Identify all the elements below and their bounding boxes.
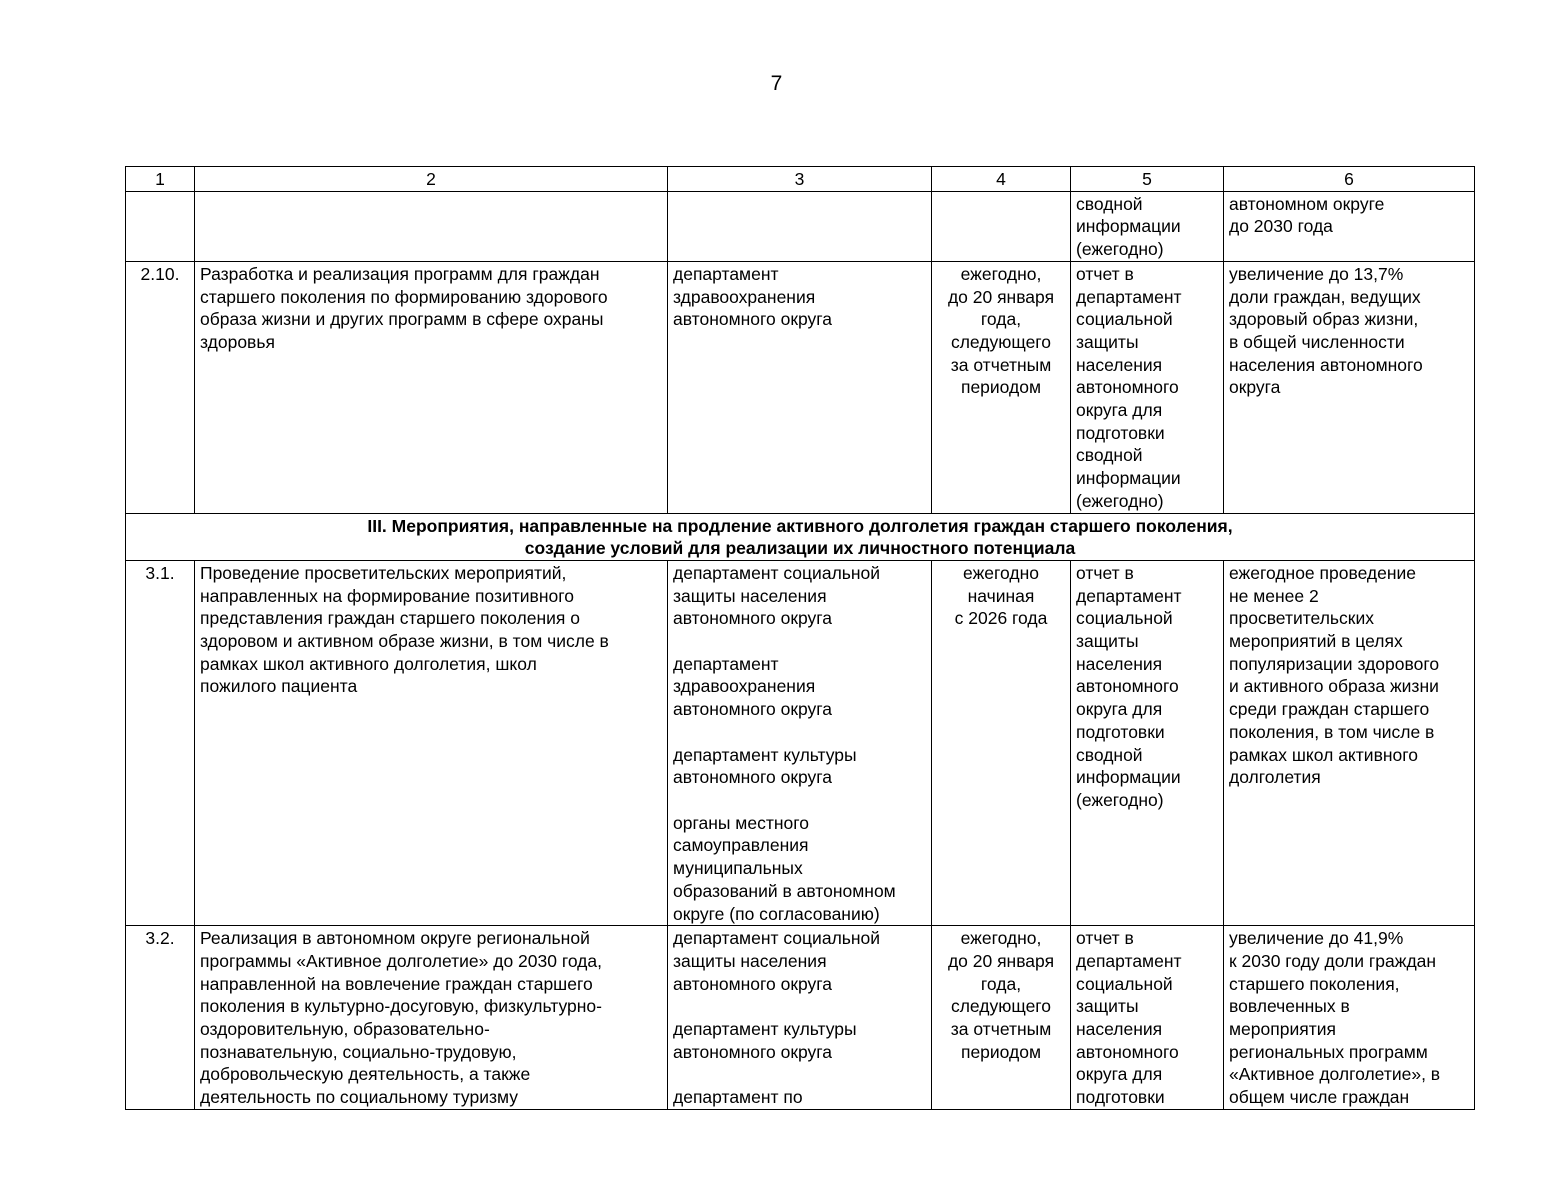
cell-responsible: департамент социальной защиты населения автономного округа департамент здравоохранения автономного округа департамент культуры автономного округа органы местного самоуправления муниципальных образований в автономном округе (по согласованию)	[668, 560, 932, 925]
cell-result: увеличение до 41,9% к 2030 году доли граждан старшего поколения, вовлеченных в мероприятия региональных программ «Активное долголетие», в общем числе граждан	[1224, 926, 1475, 1110]
cell-report: отчет в департамент социальной защиты населения автономного округа для подготовки сводной информации (ежегодно)	[1071, 560, 1224, 925]
cell-measure: Реализация в автономном округе региональной программы «Активное долголетие» до 2030 года, направленной на вовлечение граждан старшего поколения в культурно-досуговую, физкультурно- оздоровительную, образовательно- познавательную, социально-трудовую, добровольческую деятельность, а также деятельность по социальному туризму	[195, 926, 668, 1110]
cell-measure	[195, 191, 668, 261]
header-cell-1: 1	[126, 167, 195, 192]
cell-result: ежегодное проведение не менее 2 просветительских мероприятий в целях популяризации здорового и активного образа жизни среди граждан старшего поколения, в том числе в рамках школ активного долголетия	[1224, 560, 1475, 925]
table-row-3-2	[126, 926, 1475, 1110]
cell-number: 3.2.	[126, 926, 195, 1110]
measures-table	[125, 166, 1475, 1110]
cell-responsible	[668, 191, 932, 261]
cell-result: увеличение до 13,7% доли граждан, ведущих здоровый образ жизни, в общей численности населения автономного округа	[1224, 261, 1475, 513]
cell-responsible: департамент социальной защиты населения автономного округа департамент культуры автономного округа департамент по	[668, 926, 932, 1110]
cell-deadline: ежегодно начиная с 2026 года	[932, 560, 1071, 925]
cell-report: сводной информации (ежегодно)	[1071, 191, 1224, 261]
cell-result: автономном округе до 2030 года	[1224, 191, 1475, 261]
table-row-3-1	[126, 560, 1475, 925]
cell-report: отчет в департамент социальной защиты населения автономного округа для подготовки	[1071, 926, 1224, 1110]
cell-deadline: ежегодно, до 20 января года, следующего за отчетным периодом	[932, 261, 1071, 513]
cell-number	[126, 191, 195, 261]
table-row-continuation	[126, 191, 1475, 261]
cell-number: 3.1.	[126, 560, 195, 925]
section-heading-row	[126, 513, 1475, 560]
header-cell-5: 5	[1071, 167, 1224, 192]
cell-report: отчет в департамент социальной защиты населения автономного округа для подготовки сводной информации (ежегодно)	[1071, 261, 1224, 513]
header-cell-6: 6	[1224, 167, 1475, 192]
cell-measure: Разработка и реализация программ для граждан старшего поколения по формированию здорового образа жизни и других программ в сфере охраны здоровья	[195, 261, 668, 513]
page-number: 7	[770, 72, 783, 95]
header-cell-3: 3	[668, 167, 932, 192]
header-cell-4: 4	[932, 167, 1071, 192]
table-header-row	[126, 167, 1475, 192]
cell-measure: Проведение просветительских мероприятий, направленных на формирование позитивного представления граждан старшего поколения о здоровом и активном образе жизни, в том числе в рамках школ активного долголетия, школ пожилого пациента	[195, 560, 668, 925]
cell-deadline	[932, 191, 1071, 261]
section-heading: III. Мероприятия, направленные на продление активного долголетия граждан старшего поколения, создание условий для реализации их личностного потенциала	[126, 513, 1475, 560]
cell-deadline: ежегодно, до 20 января года, следующего за отчетным периодом	[932, 926, 1071, 1110]
cell-responsible: департамент здравоохранения автономного округа	[668, 261, 932, 513]
header-cell-2: 2	[195, 167, 668, 192]
table-row-2-10	[126, 261, 1475, 513]
cell-number: 2.10.	[126, 261, 195, 513]
